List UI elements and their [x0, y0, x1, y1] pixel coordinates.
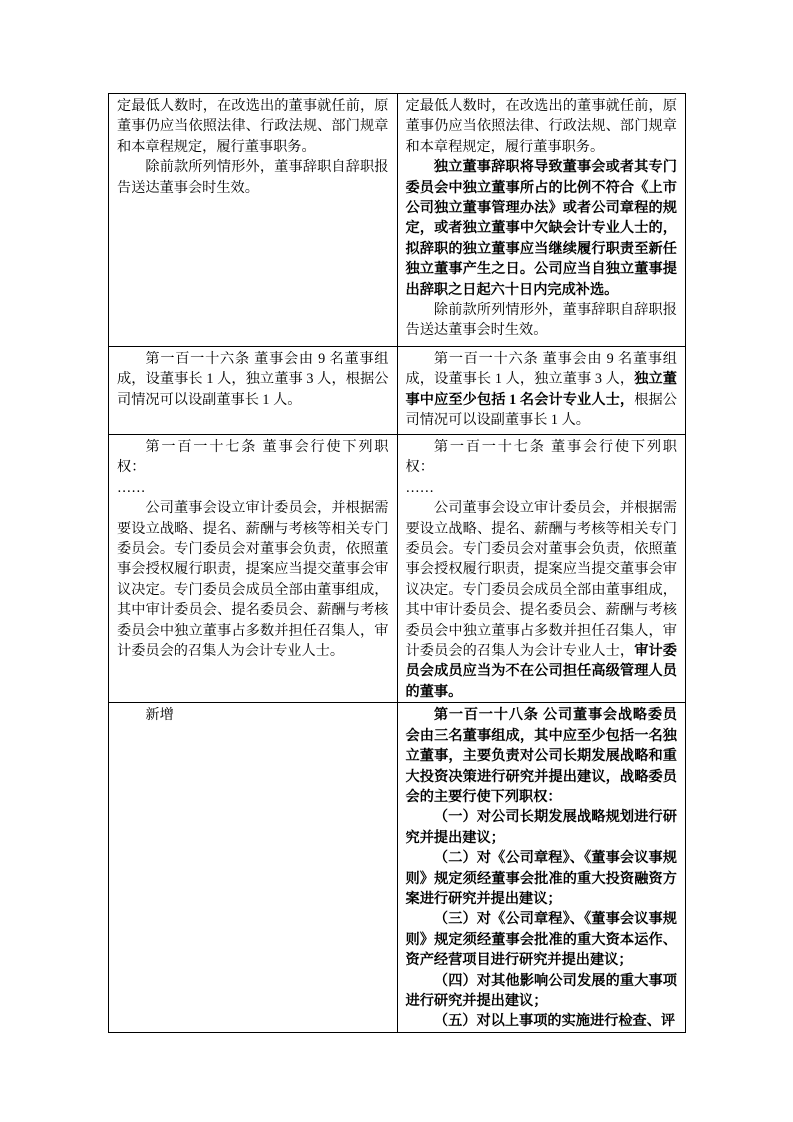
- paragraph: [117, 498, 389, 661]
- amended-text-segment: 独立董事中应至少包括 1 名会计专业人士，: [405, 371, 677, 408]
- paragraph: [117, 349, 389, 410]
- paragraph: [406, 478, 678, 498]
- paragraph: [117, 157, 389, 198]
- original-text-cell: [109, 94, 398, 347]
- paragraph: [117, 705, 389, 725]
- amended-text-segment: 审计委员会成员应当为不在公司担任高级管理人员的董事。: [405, 643, 677, 700]
- amended-text-segment: 独立董事辞职将导致董事会或者其专门委员会中独立董事所占的比例不符合《上市公司独立董事管理办法》或者公司章程的规定，或者独立董事中欠缺会计专业人士的，拟辞职的独立董事应当继续履行职责至新任独立董事产生之日。公司应当自独立董事提出辞职之日起六十日内完成补选。: [405, 159, 677, 298]
- text-segment: 第一百一十六条 董事会由 9 名董事组成，设董事长 1 人，独立董事 3 人，根据公司情况可以设副董事长 1 人。: [117, 351, 389, 408]
- text-segment: 公司董事会设立审计委员会，并根据需要设立战略、提名、薪酬与考核等相关专门委员会。专门委员会对董事会负责，依照董事会授权履行职责，提案应当提交董事会审议决定。专门委员会成员全部由董事组成，其中审计委员会、提名委员会、薪酬与考核委员会中独立董事占多数并担任召集人，审计委员会的召集人为会计专业人士。: [117, 500, 389, 660]
- text-segment: 除前款所列情形外，董事辞职自辞职报告送达董事会时生效。: [117, 159, 389, 196]
- paragraph: [117, 437, 389, 478]
- paragraph: [406, 705, 678, 807]
- revised-text-cell: [397, 94, 686, 347]
- paragraph: [406, 498, 678, 702]
- amended-text-segment: 第一百一十八条 公司董事会战略委员会由三名董事组成，其中应至少包括一名独立董事，主要负责对公司长期发展战略和重大投资决策进行研究并提出建议，战略委员会的主要行使下列职权：: [405, 707, 677, 805]
- comparison-table-body: [109, 94, 686, 1033]
- paragraph: [406, 1011, 678, 1031]
- amended-text-segment: （二）对《公司章程》、《董事会议事规则》规定须经董事会批准的重大投资融资方案进行研究并提出建议；: [405, 850, 677, 907]
- paragraph: [117, 478, 389, 498]
- paragraph: [406, 300, 678, 341]
- original-text-cell: [109, 347, 398, 435]
- text-segment: 第一百一十六条 董事会由 9 名董事组成，设董事长 1 人，独立董事 3 人，: [405, 351, 677, 388]
- paragraph: [406, 157, 678, 300]
- revised-text-cell: [397, 347, 686, 435]
- paragraph: [406, 971, 678, 1012]
- row-article-118-new: [109, 703, 686, 1033]
- row-article-117: [109, 435, 686, 703]
- text-segment: 第一百一十七条 董事会行使下列职权：: [405, 439, 677, 476]
- amended-text-segment: （四）对其他影响公司发展的重大事项进行研究并提出建议；: [405, 972, 677, 1009]
- paragraph: [406, 349, 678, 431]
- row-article-116: [109, 347, 686, 435]
- paragraph: [406, 909, 678, 970]
- revised-text-cell: [397, 435, 686, 703]
- paragraph: [406, 807, 678, 848]
- amended-text-segment: （三）对《公司章程》、《董事会议事规则》规定须经董事会批准的重大资本运作、资产经营项目进行研究并提出建议；: [405, 911, 677, 969]
- text-segment: 新增: [145, 707, 174, 724]
- original-text-cell: [109, 435, 398, 703]
- amended-text-segment: （五）对以上事项的实施进行检查、评: [433, 1013, 676, 1030]
- paragraph: [117, 96, 389, 157]
- comparison-table: [108, 93, 686, 1033]
- text-segment: 定最低人数时，在改选出的董事就任前，原董事仍应当依照法律、行政法规、部门规章和本章程规定，履行董事职务。: [117, 98, 389, 155]
- row-director-resignation-clause: [109, 94, 686, 347]
- text-segment: 除前款所列情形外，董事辞职自辞职报告送达董事会时生效。: [405, 302, 677, 339]
- text-segment: 定最低人数时，在改选出的董事就任前，原董事仍应当依照法律、行政法规、部门规章和本章程规定，履行董事职务。: [405, 98, 677, 155]
- text-segment: 公司董事会设立审计委员会，并根据需要设立战略、提名、薪酬与考核等相关专门委员会。专门委员会对董事会负责，依照董事会授权履行职责，提案应当提交董事会审议决定。专门委员会成员全部由董事组成，其中审计委员会、提名委员会、薪酬与考核委员会中独立董事占多数并担任召集人，审计委员会的召集人为会计专业人士，: [405, 500, 677, 660]
- paragraph: [406, 848, 678, 909]
- text-segment: ……: [405, 479, 434, 496]
- amended-text-segment: （一）对公司长期发展战略规划进行研究并提出建议；: [405, 809, 677, 846]
- original-text-cell: [109, 703, 398, 1033]
- paragraph: [406, 437, 678, 478]
- text-segment: 根据公司情况可以设副董事长 1 人。: [405, 391, 677, 429]
- text-segment: ……: [117, 479, 146, 496]
- paragraph: [406, 96, 678, 157]
- text-segment: 第一百一十七条 董事会行使下列职权：: [117, 439, 389, 476]
- revised-text-cell: [397, 703, 686, 1033]
